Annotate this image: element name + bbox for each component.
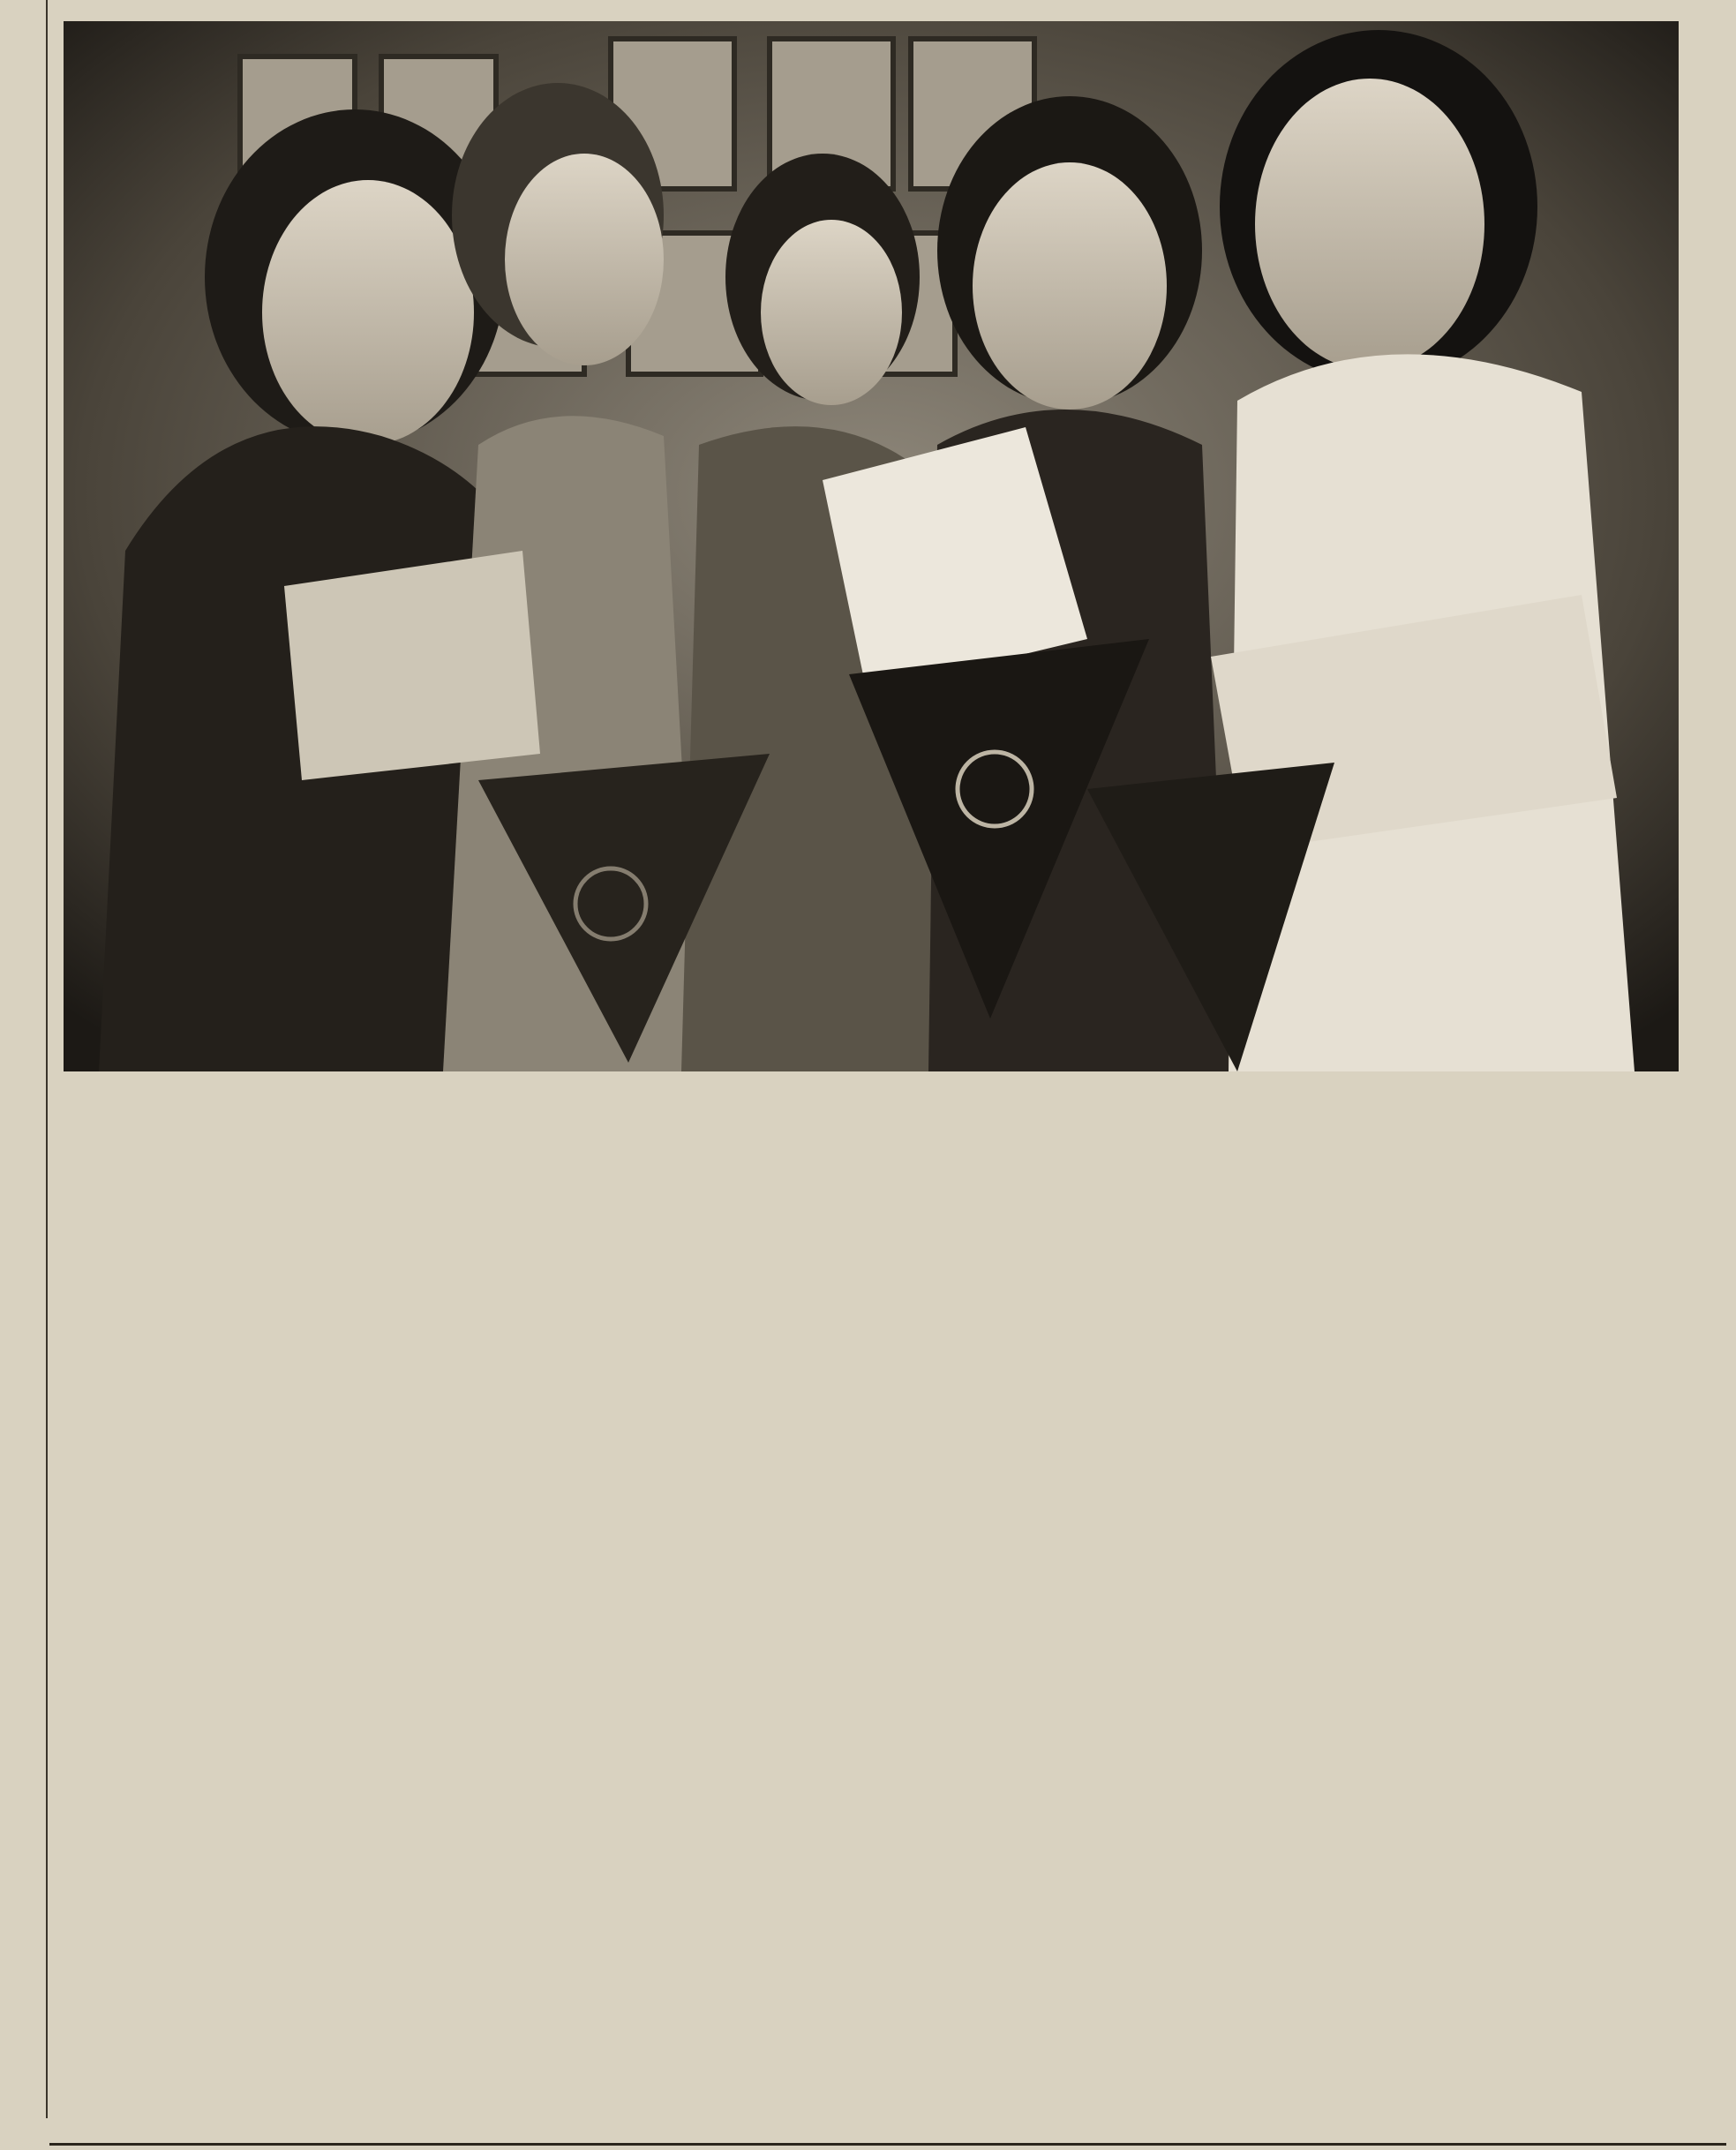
photo-illustration	[64, 21, 1679, 1071]
neighbouring-column-fragment	[0, 0, 41, 2150]
bottom-rule	[49, 2143, 1726, 2146]
column-divider	[46, 0, 48, 2118]
people	[99, 30, 1635, 1071]
group-photo	[64, 21, 1679, 1071]
